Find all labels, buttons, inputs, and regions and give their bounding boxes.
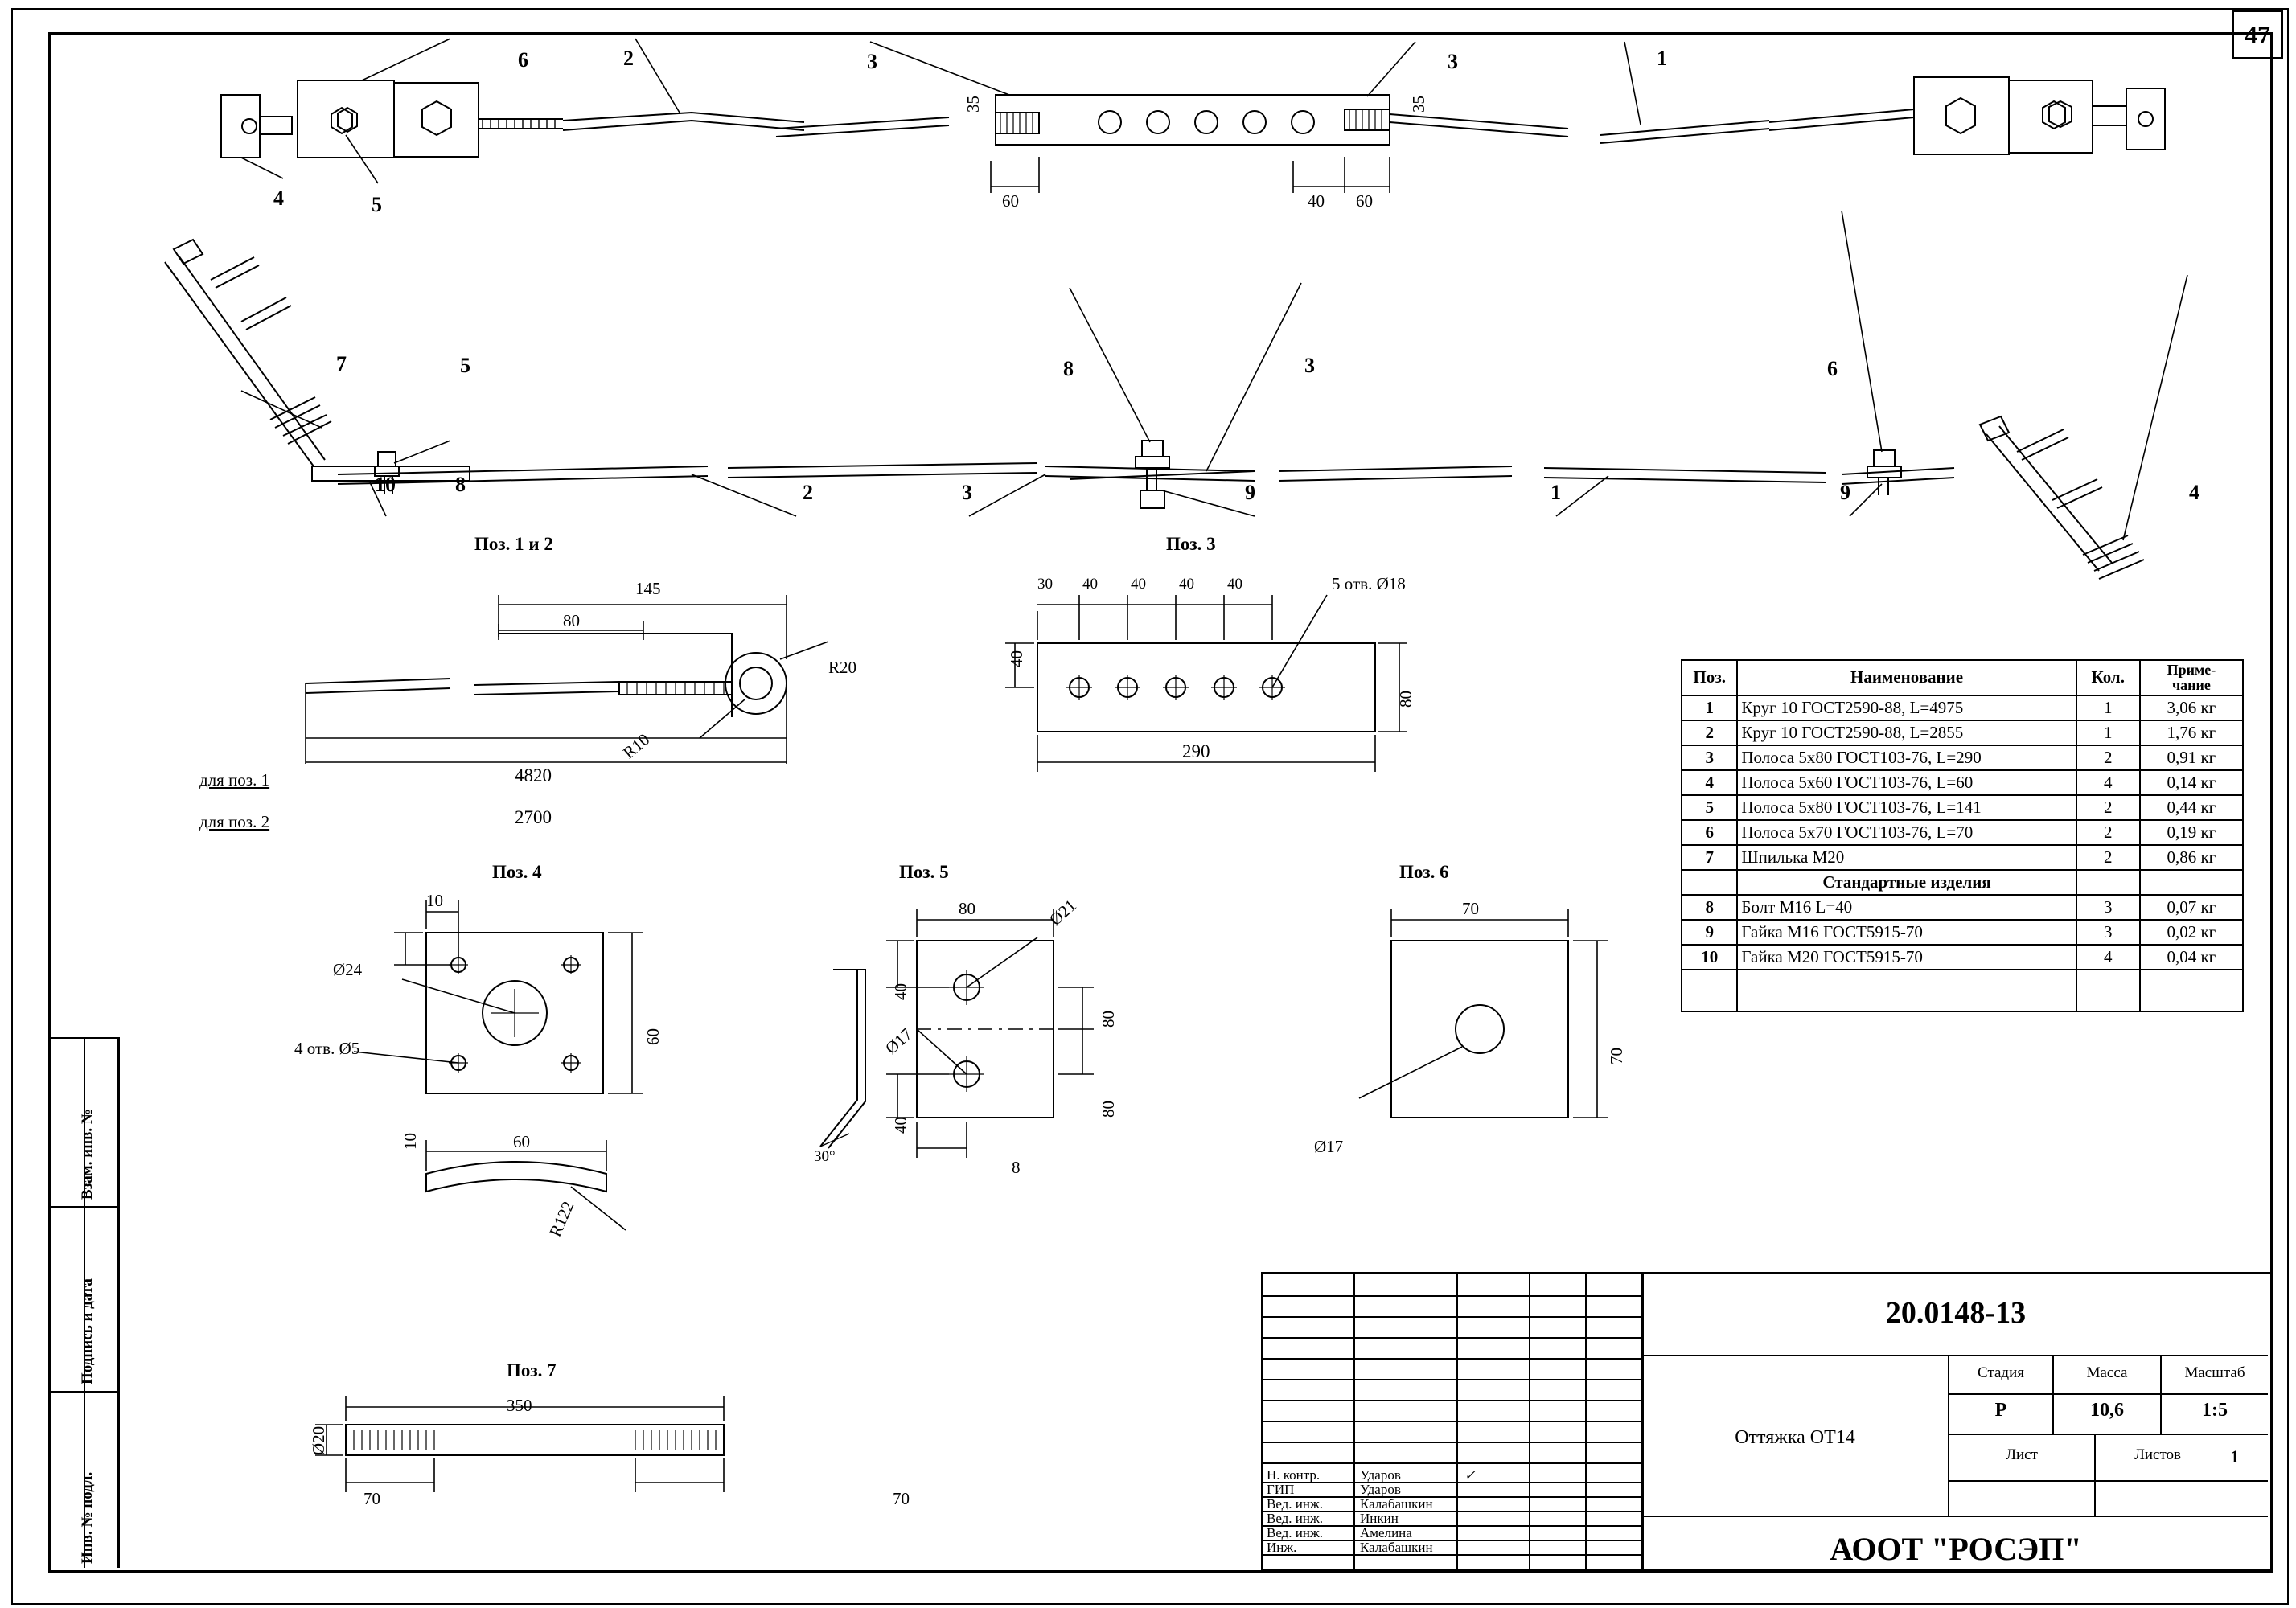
callout-mid-3b: 3 — [962, 481, 972, 504]
view-caption-pos3: Поз. 3 — [1166, 534, 1216, 554]
title-block: Н. контр. Ударов ГИП Ударов Вед. инж. Калабашкин Вед. инж. Инкин Вед. инж. Амелина Инж. Калабашкин ✓ 20.0148-13 Оттяжка ОТ14 Стадия Масса Масштаб Р 10,6 1:5 Лист Листов 1 АООТ "РОСЭП" — [1261, 1272, 2273, 1571]
spec-note: 0,04 кг — [2140, 945, 2243, 970]
spec-note: 0,07 кг — [2140, 895, 2243, 920]
spec-note: 3,06 кг — [2140, 695, 2243, 720]
table-row — [1682, 845, 2243, 870]
spec-note: 1,76 кг — [2140, 720, 2243, 745]
callout-top-6: 6 — [518, 48, 528, 72]
spec-pos: 9 — [1682, 920, 1737, 945]
table-row — [1682, 745, 2243, 770]
dim-pos5-d21: Ø21 — [1045, 895, 1080, 929]
mass-value: 10,6 — [2090, 1400, 2124, 1421]
left-margin-label-0: Инв. № подл. — [79, 1471, 96, 1564]
sheet-label: Лист — [2006, 1446, 2038, 1463]
dim-pos5-angle: 30° — [814, 1148, 836, 1165]
spec-note: 0,19 кг — [2140, 820, 2243, 845]
view-caption-pos6: Поз. 6 — [1399, 862, 1449, 882]
spec-qty — [2076, 970, 2140, 1011]
callout-mid-4: 4 — [2189, 481, 2199, 504]
spec-col-pos: Поз. — [1682, 660, 1737, 695]
signature-name-1: Ударов — [1360, 1482, 1401, 1497]
callout-mid-2: 2 — [803, 481, 813, 504]
callout-mid-10: 10 — [375, 473, 396, 496]
view-caption-pos12: Поз. 1 и 2 — [474, 534, 553, 554]
callout-mid-3a: 3 — [1304, 354, 1315, 377]
view-caption-pos4: Поз. 4 — [492, 862, 542, 882]
spec-name: Круг 10 ГОСТ2590-88, L=4975 — [1737, 695, 2076, 720]
callout-top-1: 1 — [1657, 47, 1667, 70]
spec-col-qty: Кол. — [2076, 660, 2140, 695]
detail-pos-4 — [306, 884, 869, 1286]
spec-pos: 8 — [1682, 895, 1737, 920]
drawing-code: 20.0148-13 — [1885, 1296, 2027, 1330]
spec-name: Шпилька М20 — [1737, 845, 2076, 870]
dim-pos5-80a: 80 — [1099, 1011, 1118, 1028]
table-row — [1682, 970, 2243, 1011]
dim-pos4-d24: Ø24 — [333, 960, 363, 979]
spec-col-note: Приме- чание — [2140, 660, 2243, 695]
spec-pos: 2 — [1682, 720, 1737, 745]
dim-top-40: 40 — [1308, 191, 1325, 211]
dim-pos12-row2-value: 2700 — [515, 807, 552, 827]
spec-header-row — [1682, 660, 2243, 695]
spec-qty: 2 — [2076, 795, 2140, 820]
spec-name: Полоса 5х80 ГОСТ103-76, L=141 — [1737, 795, 2076, 820]
spec-note — [2140, 870, 2243, 895]
spec-qty: 3 — [2076, 920, 2140, 945]
callout-top-3-right: 3 — [1448, 50, 1458, 73]
dim-pos5-80: 80 — [959, 899, 975, 918]
spec-pos: 10 — [1682, 945, 1737, 970]
spec-col-name: Наименование — [1737, 660, 2076, 695]
left-margin-label-1: Подпись и дата — [79, 1278, 96, 1384]
detail-pos-3 — [989, 563, 1633, 804]
callout-mid-8a: 8 — [455, 473, 466, 496]
table-row — [1682, 795, 2243, 820]
dim-pos12-r20: R20 — [828, 658, 857, 677]
table-row — [1682, 770, 2243, 795]
dim-top-60-right: 60 — [1356, 191, 1373, 211]
spec-pos: 1 — [1682, 695, 1737, 720]
detail-pos-7 — [273, 1391, 836, 1568]
spec-qty: 2 — [2076, 820, 2140, 845]
table-row — [1682, 720, 2243, 745]
dim-top-35-left: 35 — [963, 96, 983, 113]
spec-note — [2140, 970, 2243, 1011]
callout-mid-9b: 9 — [1840, 481, 1850, 504]
signature-role-0: Н. контр. — [1267, 1467, 1321, 1483]
callout-top-3-left: 3 — [867, 50, 877, 73]
dim-pos7-d20: Ø20 — [309, 1425, 328, 1455]
spec-pos: 4 — [1682, 770, 1737, 795]
dim-pos12-row2-label: для поз. 2 — [199, 812, 270, 831]
signature-name-4: Амелина — [1360, 1525, 1412, 1540]
top-assembly-view — [0, 0, 2296, 241]
left-margin-label-2: Взам. инв. № — [79, 1109, 96, 1200]
dim-pos12-145: 145 — [635, 579, 661, 598]
spec-note: 0,44 кг — [2140, 795, 2243, 820]
spec-pos: 6 — [1682, 820, 1737, 845]
spec-pos: 7 — [1682, 845, 1737, 870]
dim-pos12-row1-label: для поз. 1 — [199, 770, 270, 790]
spec-name: Болт М16 L=40 — [1737, 895, 2076, 920]
dim-pos12-80: 80 — [563, 611, 580, 630]
sheets-count: 1 — [2230, 1446, 2240, 1466]
spec-qty — [2076, 870, 2140, 895]
signature-role-5: Инж. — [1267, 1540, 1297, 1555]
dim-pos4-top10: 10 — [426, 891, 443, 910]
spec-pos: 5 — [1682, 795, 1737, 820]
scale-value: 1:5 — [2202, 1400, 2228, 1421]
dim-pos3-pitch-2: 40 — [1131, 576, 1146, 593]
dim-pos5-80b: 80 — [1099, 1101, 1118, 1118]
signature-name-0: Ударов — [1360, 1467, 1401, 1483]
dim-pos12-row1-value: 4820 — [515, 765, 552, 786]
callout-mid-8b: 8 — [1063, 357, 1074, 380]
spec-note: 0,91 кг — [2140, 745, 2243, 770]
spec-qty: 4 — [2076, 770, 2140, 795]
spec-name: Полоса 5х70 ГОСТ103-76, L=70 — [1737, 820, 2076, 845]
dim-pos5-8: 8 — [1012, 1158, 1021, 1177]
table-row-section — [1682, 870, 2243, 895]
mass-header: Масса — [2086, 1364, 2128, 1381]
view-caption-pos5: Поз. 5 — [899, 862, 949, 882]
callout-mid-9a: 9 — [1245, 481, 1255, 504]
dim-pos4-holes-note: 4 отв. Ø5 — [294, 1039, 360, 1058]
spec-pos — [1682, 870, 1737, 895]
dim-pos5-40a: 40 — [891, 983, 910, 1000]
dim-pos3-pitch-0: 30 — [1037, 576, 1053, 593]
signature-name-2: Калабашкин — [1360, 1496, 1433, 1512]
view-caption-pos7: Поз. 7 — [507, 1360, 557, 1380]
spec-note: 0,02 кг — [2140, 920, 2243, 945]
dim-pos3-note-holes: 5 отв. Ø18 — [1332, 574, 1406, 593]
table-row — [1682, 820, 2243, 845]
dim-pos7-length: 350 — [507, 1396, 532, 1415]
spec-qty: 2 — [2076, 745, 2140, 770]
signature-role-2: Вед. инж. — [1267, 1496, 1324, 1512]
signature-name-5: Калабашкин — [1360, 1540, 1433, 1555]
dim-pos4-height60: 60 — [643, 1028, 663, 1045]
spec-name: Полоса 5х80 ГОСТ103-76, L=290 — [1737, 745, 2076, 770]
stage-value: Р — [1994, 1400, 2007, 1421]
drawing-name: Оттяжка ОТ14 — [1735, 1427, 1855, 1448]
dim-pos3-height-left: 40 — [1007, 650, 1026, 667]
dim-pos6-hole: Ø17 — [1314, 1137, 1344, 1156]
spec-pos — [1682, 970, 1737, 1011]
dim-pos4-r122: R122 — [545, 1198, 578, 1240]
spec-note: 0,14 кг — [2140, 770, 2243, 795]
scale-header: Масштаб — [2184, 1364, 2245, 1381]
company-name: АООТ "РОСЭП" — [1830, 1531, 2082, 1567]
spec-name: Гайка М16 ГОСТ5915-70 — [1737, 920, 2076, 945]
spec-qty: 3 — [2076, 895, 2140, 920]
signature-role-4: Вед. инж. — [1267, 1525, 1324, 1540]
table-row — [1682, 895, 2243, 920]
signature-role-1: ГИП — [1267, 1482, 1295, 1497]
spec-pos: 3 — [1682, 745, 1737, 770]
dim-pos3-height-right: 80 — [1396, 691, 1415, 708]
callout-top-5: 5 — [372, 193, 382, 216]
spec-name: Гайка М20 ГОСТ5915-70 — [1737, 945, 2076, 970]
spec-qty: 2 — [2076, 845, 2140, 870]
spec-qty: 1 — [2076, 695, 2140, 720]
dim-pos3-pitch-1: 40 — [1082, 576, 1098, 593]
dim-pos7-end-left: 70 — [363, 1489, 380, 1508]
spec-section-title: Стандартные изделия — [1737, 870, 2076, 895]
dim-pos12-r10: R10 — [619, 729, 654, 763]
callout-top-4: 4 — [273, 187, 284, 210]
dim-pos3-pitch-4: 40 — [1227, 576, 1242, 593]
table-row — [1682, 920, 2243, 945]
stage-header: Стадия — [1978, 1364, 2024, 1381]
callout-mid-7: 7 — [336, 352, 347, 375]
dim-top-35-right: 35 — [1409, 96, 1428, 113]
spec-note: 0,86 кг — [2140, 845, 2243, 870]
spec-name: Полоса 5х60 ГОСТ103-76, L=60 — [1737, 770, 2076, 795]
dim-pos7-end-right: 70 — [893, 1489, 910, 1508]
table-row — [1682, 945, 2243, 970]
dim-pos5-d17: Ø17 — [881, 1023, 916, 1058]
middle-assembly-view — [0, 233, 2296, 619]
signature-name-3: Инкин — [1360, 1511, 1399, 1526]
dim-pos6-width: 70 — [1462, 899, 1479, 918]
spec-qty: 1 — [2076, 720, 2140, 745]
spec-name: Круг 10 ГОСТ2590-88, L=2855 — [1737, 720, 2076, 745]
sheets-label: Листов — [2134, 1446, 2181, 1463]
callout-mid-6: 6 — [1827, 357, 1838, 380]
dim-pos4-bent60: 60 — [513, 1132, 530, 1151]
dim-pos5-40b: 40 — [891, 1117, 910, 1134]
dim-pos3-pitch-3: 40 — [1179, 576, 1194, 593]
callout-top-2: 2 — [623, 47, 634, 70]
callout-mid-5: 5 — [460, 354, 470, 377]
callout-mid-1: 1 — [1551, 481, 1561, 504]
dim-pos4-left10: 10 — [400, 1133, 420, 1150]
specification-table — [1681, 659, 2244, 1012]
table-row — [1682, 695, 2243, 720]
spec-name — [1737, 970, 2076, 1011]
spec-qty: 4 — [2076, 945, 2140, 970]
signature-role-3: Вед. инж. — [1267, 1511, 1324, 1526]
dim-top-60-left: 60 — [1002, 191, 1019, 211]
dim-pos6-height: 70 — [1607, 1048, 1626, 1064]
dim-pos3-total: 290 — [1182, 741, 1210, 761]
sheet-number: 47 — [2245, 19, 2270, 49]
